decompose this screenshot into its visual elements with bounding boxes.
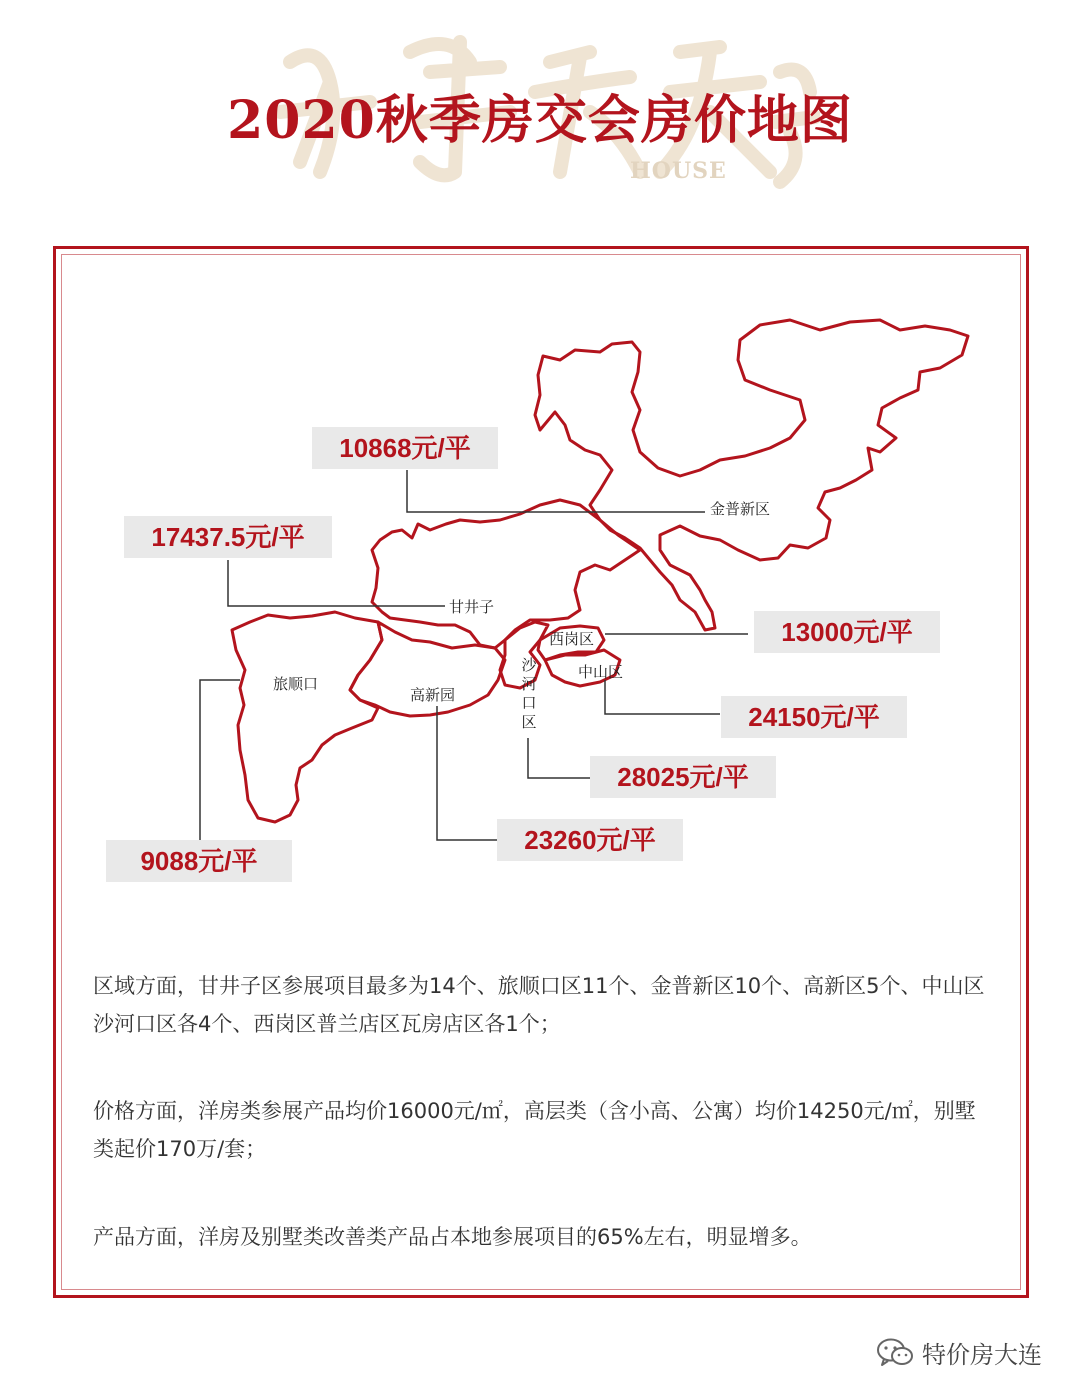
account-watermark <box>876 1335 1042 1370</box>
leader-line-jinpu <box>407 470 705 512</box>
paragraph-price: 价格方面，洋房类参展产品均价16000元/㎡，高层类（含小高、公寓）均价14250元/㎡，别墅类起价170万/套； <box>93 1099 976 1161</box>
wechat-icon <box>876 1337 914 1369</box>
leader-line-shahekou <box>528 738 590 778</box>
leader-line-ganjingzi <box>228 560 445 606</box>
district-label-shahekou: 沙河口区 <box>521 656 537 731</box>
district-label-lvshunkou: 旅顺口 <box>273 675 319 693</box>
price-tag-xigang: 13000元/平 <box>754 611 940 653</box>
price-tag-zhongshan: 24150元/平 <box>721 696 907 738</box>
district-label-ganjingzi: 甘井子 <box>449 598 495 616</box>
map-outline-ganjingzi <box>372 500 640 648</box>
paragraph-product: 产品方面，洋房及别墅类改善类产品占本地参展项目的65%左右，明显增多。 <box>93 1225 812 1249</box>
district-label-zhongshan: 中山区 <box>578 663 624 681</box>
price-tag-shahekou: 28025元/平 <box>590 756 776 798</box>
map-outline-lvshunkou <box>232 612 382 822</box>
district-label-gaoxinyuan: 高新园 <box>410 686 456 704</box>
price-tag-jinpu: 10868元/平 <box>312 427 498 469</box>
account-name: 特价房大连 <box>922 1341 1042 1369</box>
district-label-jinpu: 金普新区 <box>710 500 771 518</box>
leader-line-zhongshan <box>605 680 720 714</box>
paragraph-region: 区域方面，甘井子区参展项目最多为14个、旅顺口区11个、金普新区10个、高新区5个、中山区沙河口区各4个、西岗区普兰店区瓦房店区各1个； <box>93 974 985 1036</box>
leader-line-lvshunkou <box>200 680 240 842</box>
price-tag-gaoxinyuan: 23260元/平 <box>497 819 683 861</box>
price-tag-lvshunkou: 9088元/平 <box>106 840 292 882</box>
page-title: 2020秋季房交会房价地图 <box>227 90 853 151</box>
leader-line-gaoxinyuan <box>437 706 497 840</box>
district-label-xigang: 西岗区 <box>549 630 595 648</box>
map-outline-jinpu <box>535 320 968 630</box>
background-house-word: HOUSE <box>630 158 727 184</box>
price-tag-ganjingzi: 17437.5元/平 <box>124 516 332 558</box>
